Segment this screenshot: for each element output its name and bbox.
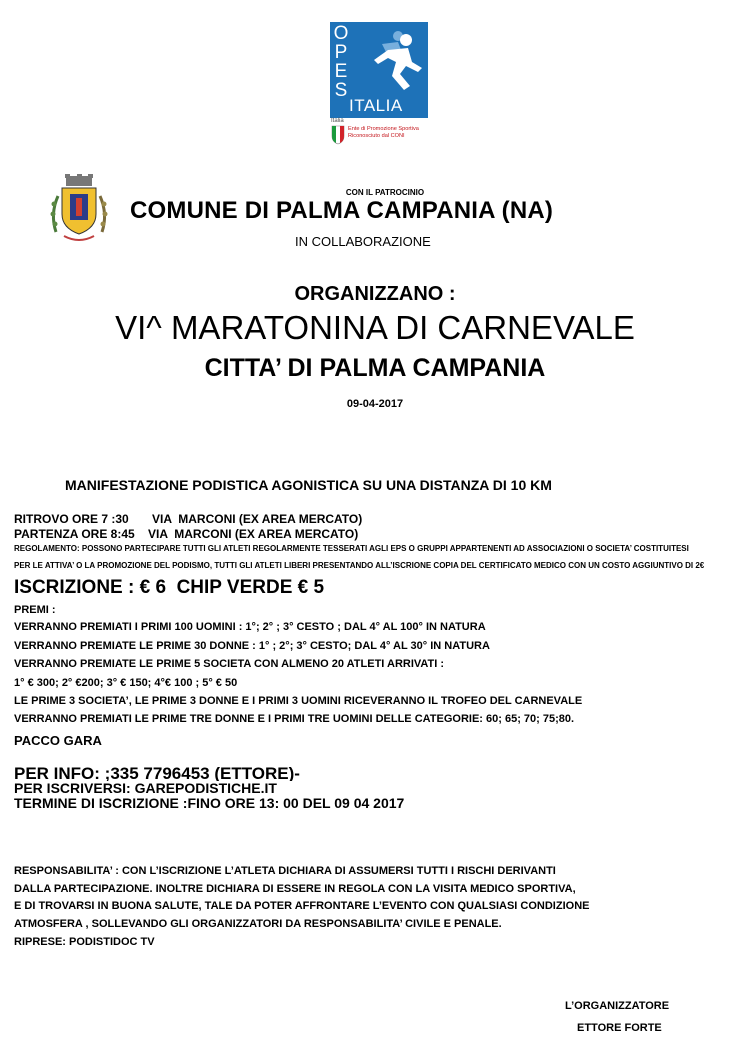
logo-wordmark: ITALIA xyxy=(349,96,403,115)
coni-recognition xyxy=(331,118,441,150)
logo-letter-o: O xyxy=(333,23,349,44)
premi-line: VERRANNO PREMIATE LE PRIME 5 SOCIETA CON ALMENO 20 ATLETI ARRIVATI : xyxy=(14,658,445,670)
pacco-gara: PACCO GARA xyxy=(14,733,102,748)
premi-line: VERRANNO PREMIATE LE PRIME 30 DONNE : 1° ; 2°; 3° CESTO; DAL 4° AL 30° IN NATURA xyxy=(14,640,490,652)
opes-italia-logo xyxy=(330,22,428,118)
riprese-line: RIPRESE: PODISTIDOC TV xyxy=(14,936,155,948)
runner-icon xyxy=(352,28,426,94)
info-phone: PER INFO: ;335 7796453 (ETTORE)- xyxy=(14,766,300,781)
logo-subtitle xyxy=(348,126,419,140)
logo-subtitle-line1: Ente di Promozione Sportiva xyxy=(348,126,419,132)
event-city: CITTA’ DI PALMA CAMPANIA xyxy=(204,354,546,382)
premi-line: LE PRIME 3 SOCIETA’, LE PRIME 3 DONNE E I PRIMI 3 UOMINI RICEVERANNO IL TROFEO DEL CARNEVALE xyxy=(14,695,583,707)
termine-iscrizione: TERMINE DI ISCRIZIONE :FINO ORE 13: 00 DEL 09 04 2017 xyxy=(14,797,405,810)
logo-letter-s: S xyxy=(334,80,348,101)
event-date: 09-04-2017 xyxy=(346,398,404,410)
regolamento-line-2: PER LE ATTIVA’ O LA PROMOZIONE DEL PODISMO, TUTTI GLI ATLETI LIBERI PRESENTANDO ALL’ISCRIONE COPIA DEL CERTIFICATO MEDICO CON UN COSTO AGGIUNTIVO DI 2€ xyxy=(14,561,705,570)
event-title: VI^ MARATONINA DI CARNEVALE xyxy=(115,309,635,346)
collaborazione-label: IN COLLABORAZIONE xyxy=(295,234,431,249)
logo-letters xyxy=(333,24,349,100)
responsabilita-line: E DI TROVARSI IN BUONA SALUTE, TALE DA POTER AFFRONTARE L’EVENTO CON QUALSIASI CONDIZIONE xyxy=(14,900,590,912)
organizzano-heading: ORGANIZZANO : xyxy=(294,283,456,305)
responsabilita-line: ATMOSFERA , SOLLEVANDO GLI ORGANIZZATORI DA RESPONSABILITA’ CIVILE E PENALE. xyxy=(14,918,502,930)
logo-country-label: Italia xyxy=(331,118,344,124)
organizzatore-name: ETTORE FORTE xyxy=(577,1022,662,1034)
regolamento-line-1: REGOLAMENTO: POSSONO PARTECIPARE TUTTI GLI ATLETI REGOLARMENTE TESSERATI AGLI EPS O GRUPPI APPARTENENTI AD ASSOCIAZIONI O SOCIETA’ COSTITUITESI xyxy=(14,544,689,553)
responsabilita-line: RESPONSABILITA’ : CON L’ISCRIZIONE L’ATLETA DICHIARA DI ASSUMERSI TUTTI I RISCHI DERIVANTI xyxy=(14,865,556,877)
iscrizione-price: ISCRIZIONE : € 6 CHIP VERDE € 5 xyxy=(14,577,325,598)
patrocinio-label: CON IL PATROCINIO xyxy=(345,188,425,197)
logo-letter-p: P xyxy=(334,42,348,63)
responsabilita-line: DALLA PARTECIPAZIONE. INOLTRE DICHIARA DI ESSERE IN REGOLA CON LA VISITA MEDICO SPORTIVA, xyxy=(14,883,576,895)
tricolore-shield-icon xyxy=(331,125,345,145)
ritrovo-line: RITROVO ORE 7 :30 VIA MARCONI (EX AREA MERCATO) xyxy=(14,512,363,526)
premi-line: VERRANNO PREMIATI LE PRIME TRE DONNE E I PRIMI TRE UOMINI DELLE CATEGORIE: 60; 65; 70; 75;80. xyxy=(14,713,575,725)
premi-line: VERRANNO PREMIATI I PRIMI 100 UOMINI : 1°; 2° ; 3° CESTO ; DAL 4° AL 100° IN NATURA xyxy=(14,621,486,633)
manifestazione-line: MANIFESTAZIONE PODISTICA AGONISTICA SU UNA DISTANZA DI 10 KM xyxy=(65,477,552,493)
premi-heading: PREMI : xyxy=(14,604,56,616)
logo-subtitle-line2: Riconosciuto dal CONI xyxy=(348,133,405,139)
logo-letter-e: E xyxy=(334,61,348,82)
iscriversi-link: PER ISCRIVERSI: GAREPODISTICHE.IT xyxy=(14,782,277,795)
premi-line: 1° € 300; 2° €200; 3° € 150; 4°€ 100 ; 5° € 50 xyxy=(14,677,238,689)
partenza-line: PARTENZA ORE 8:45 VIA MARCONI (EX AREA MERCATO) xyxy=(14,527,359,541)
organizzatore-label: L’ORGANIZZATORE xyxy=(565,1000,670,1012)
palma-campania-crest-icon xyxy=(48,174,110,246)
comune-title: COMUNE DI PALMA CAMPANIA (NA) xyxy=(130,197,554,224)
